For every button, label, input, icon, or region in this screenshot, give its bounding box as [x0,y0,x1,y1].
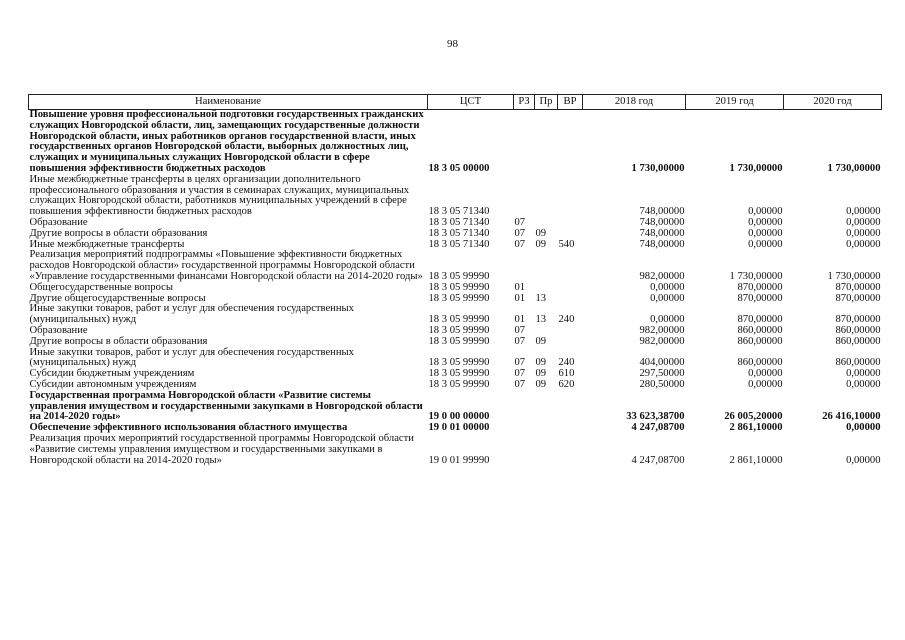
budget-table [28,94,882,466]
table-row [29,250,882,282]
row-rz: 07 [514,238,526,250]
row-vr: 540 [558,238,575,250]
row-rz: 01 [514,314,526,326]
row-name: Субсидии автономным учреждениям [29,378,197,390]
table-row [29,348,882,370]
row-value-2020: 860,00000 [835,324,881,336]
row-vr [558,423,583,434]
row-value-2020: 1 730,00000 [827,270,881,282]
row-vr: 610 [558,368,575,380]
row-pr [535,423,558,434]
row-value-2019: 0,00000 [748,378,783,390]
row-name: Иные межбюджетные трансферты [29,238,185,250]
row-cst: 19 0 00 00000 [428,411,490,423]
row-value-2018: 4 247,08700 [631,422,685,434]
row-vr [558,391,583,423]
row-vr [558,326,583,337]
row-vr [558,337,583,348]
row-value-2020: 860,00000 [835,357,881,369]
row-cst: 18 3 05 71340 [428,227,490,239]
row-value-2019: 870,00000 [737,292,783,304]
row-pr [535,110,558,175]
row-cst: 19 0 01 99990 [428,454,490,466]
row-cst: 19 0 01 00000 [428,422,490,434]
row-name: Иные закупки товаров, работ и услуг для обеспечения государственных (муниципальных) нужд [29,303,354,326]
row-rz: 07 [514,357,526,369]
row-pr [535,283,558,294]
row-cst: 18 3 05 99990 [428,357,490,369]
row-cst: 18 3 05 99990 [428,378,490,390]
table-row [29,175,882,218]
row-value-2020: 870,00000 [835,292,881,304]
table-row [29,434,882,466]
row-rz: 01 [514,281,526,293]
row-value-2019: 1 730,00000 [729,270,783,282]
row-vr [558,294,583,305]
row-name: Образование [29,216,88,228]
row-rz: 07 [514,335,526,347]
row-rz: 07 [514,216,526,228]
row-name: Другие вопросы в области образования [29,227,208,239]
col-header-pr: Пр [535,95,558,110]
table-row [29,337,882,348]
row-value-2020: 0,00000 [846,422,881,434]
row-name: Иные закупки товаров, работ и услуг для обеспечения государственных (муниципальных) нужд [29,346,354,369]
page-number: 98 [447,38,458,50]
col-header-2020: 2020 год [784,95,882,110]
row-vr [558,250,583,282]
row-rz [514,434,535,466]
row-value-2018: 1 730,00000 [631,162,685,174]
row-value-2018: 0,00000 [650,281,685,293]
row-value-2019: 2 861,10000 [729,422,783,434]
row-pr: 13 [535,292,547,304]
row-pr: 09 [535,368,547,380]
row-name: Другие вопросы в области образования [29,335,208,347]
row-value-2020: 0,00000 [846,227,881,239]
row-value-2018: 280,50000 [639,378,685,390]
row-value-2018: 748,00000 [639,216,685,228]
row-vr [558,434,583,466]
col-header-2019: 2019 год [686,95,784,110]
row-value-2020: 0,00000 [846,216,881,228]
row-value-2019: 870,00000 [737,314,783,326]
row-value-2020: 870,00000 [835,281,881,293]
row-rz [514,423,535,434]
col-header-2018: 2018 год [583,95,686,110]
table-row [29,283,882,294]
row-pr: 09 [535,357,547,369]
row-value-2020: 870,00000 [835,314,881,326]
row-name: Субсидии бюджетным учреждениям [29,368,195,380]
row-value-2019: 0,00000 [748,238,783,250]
row-rz: 07 [514,378,526,390]
row-name: Общегосударственные вопросы [29,281,173,293]
row-cst: 18 3 05 99990 [428,314,490,326]
row-value-2018: 748,00000 [639,238,685,250]
row-cst: 18 3 05 71340 [428,206,490,218]
col-header-cst: ЦСТ [428,95,514,110]
row-cst: 18 3 05 71340 [428,216,490,228]
row-name: Обеспечение эффективного использования областного имущества [29,422,348,434]
row-pr: 09 [535,227,547,239]
row-rz: 07 [514,227,526,239]
row-name: Образование [29,324,88,336]
row-value-2018: 297,50000 [639,368,685,380]
row-value-2018: 404,00000 [639,357,685,369]
row-value-2018: 982,00000 [639,335,685,347]
row-rz [514,391,535,423]
row-value-2019: 0,00000 [748,368,783,380]
row-name: Повышение уровня профессиональной подготовки государственных гражданских служащих Новгородской области, лиц, замещающих государственные должности Новгородской области, иных работников органов государственной власти, иных государственных органов Новгородской области, выборных должностных лиц, служащих и муниципальных служащих Новгородской области в сфере повышения эффективности бюджетных расходов [29,109,424,174]
row-value-2020: 26 416,10000 [822,411,881,423]
row-value-2020: 0,00000 [846,454,881,466]
table-row [29,391,882,423]
row-rz: 07 [514,324,526,336]
row-value-2018: 748,00000 [639,227,685,239]
row-cst: 18 3 05 99990 [428,270,490,282]
col-header-rz: РЗ [514,95,535,110]
row-value-2019: 860,00000 [737,357,783,369]
row-rz [514,110,535,175]
row-value-2018: 0,00000 [650,292,685,304]
row-rz: 01 [514,292,526,304]
row-pr: 13 [535,314,547,326]
row-value-2019: 870,00000 [737,281,783,293]
row-value-2020: 0,00000 [846,368,881,380]
row-vr [558,218,583,229]
row-pr: 09 [535,378,547,390]
row-vr: 240 [558,314,575,326]
row-value-2018: 33 623,38700 [626,411,685,423]
row-vr [558,283,583,294]
row-cst: 18 3 05 99990 [428,292,490,304]
row-pr [535,391,558,423]
row-rz [514,250,535,282]
row-vr [558,229,583,240]
row-vr [558,110,583,175]
table-row [29,304,882,326]
row-pr [535,250,558,282]
row-value-2020: 0,00000 [846,378,881,390]
row-value-2020: 860,00000 [835,335,881,347]
row-value-2019: 860,00000 [737,324,783,336]
row-rz: 07 [514,368,526,380]
row-pr [535,175,558,218]
row-rz [514,175,535,218]
row-pr [535,434,558,466]
row-value-2018: 748,00000 [639,206,685,218]
row-value-2019: 860,00000 [737,335,783,347]
table-row [29,229,882,240]
row-pr: 09 [535,238,547,250]
row-value-2020: 0,00000 [846,206,881,218]
row-name: Другие общегосударственные вопросы [29,292,206,304]
col-header-name: Наименование [29,95,428,110]
row-cst: 18 3 05 71340 [428,238,490,250]
row-vr [558,175,583,218]
col-header-vr: ВР [558,95,583,110]
row-value-2018: 982,00000 [639,270,685,282]
row-vr: 240 [558,357,575,369]
row-name: Иные межбюджетные трансферты в целях организации дополнительного профессионального образования и участия в семинарах служащих, муниципальных служащих Новгородской области, работников муниципальных учреждений в сфере повышения эффективности бюджетных расходов [29,173,410,218]
row-value-2018: 4 247,08700 [631,454,685,466]
row-value-2018: 982,00000 [639,324,685,336]
row-value-2019: 0,00000 [748,227,783,239]
row-value-2019: 26 005,20000 [724,411,783,423]
table-body [29,110,882,467]
row-cst: 18 3 05 99990 [428,368,490,380]
row-value-2018: 0,00000 [650,314,685,326]
row-pr: 09 [535,335,547,347]
row-value-2019: 2 861,10000 [729,454,783,466]
row-vr: 620 [558,378,575,390]
table-row [29,110,882,175]
row-cst: 18 3 05 99990 [428,281,490,293]
row-value-2020: 0,00000 [846,238,881,250]
row-name: Реализация мероприятий подпрограммы «Повышение эффективности бюджетных расходов Новгородской области» государственной программы Новгородской области «Управление государственными финансами Новгородской области на 2014-2020 годы» [29,249,423,282]
row-cst: 18 3 05 99990 [428,335,490,347]
row-value-2020: 1 730,00000 [827,162,881,174]
table-header-row [29,95,882,110]
row-name: Государственная программа Новгородской области «Развитие системы управления имуществом и государственными закупками в Новгородской области на 2014-2020 годы» [29,389,423,423]
row-name: Реализация прочих мероприятий государственной программы Новгородской области «Развитие системы управления имуществом и государственными закупками в Новгородской области на 2014-2020 годы» [29,432,414,466]
row-cst: 18 3 05 99990 [428,324,490,336]
row-value-2019: 1 730,00000 [729,162,783,174]
row-value-2019: 0,00000 [748,206,783,218]
row-value-2019: 0,00000 [748,216,783,228]
row-cst: 18 3 05 00000 [428,162,490,174]
